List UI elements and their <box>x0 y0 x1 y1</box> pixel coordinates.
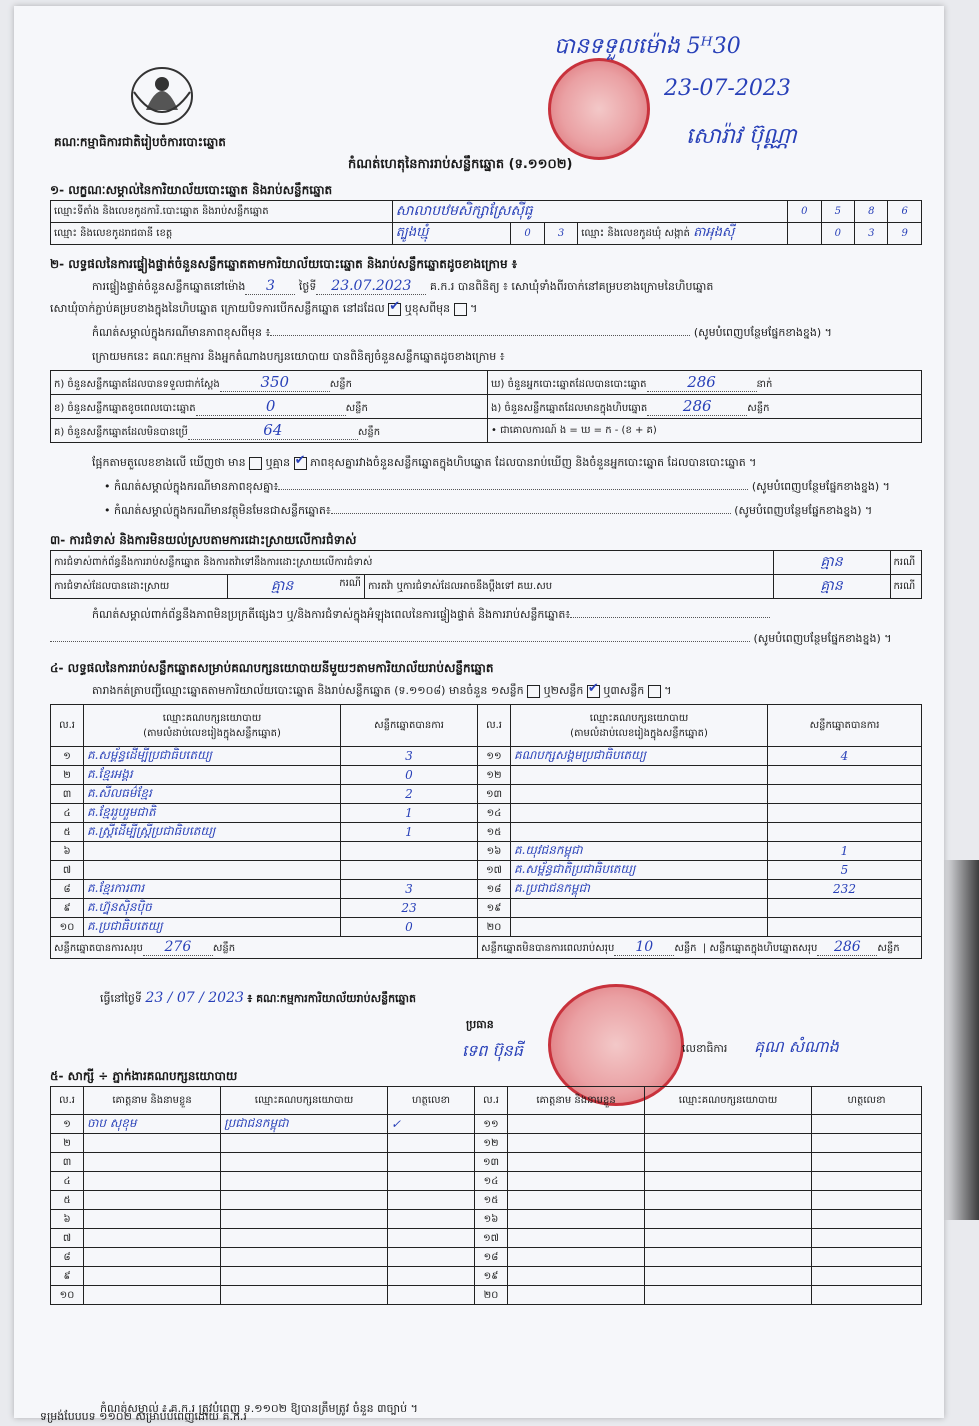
witness-no: ១៧ <box>475 1229 508 1248</box>
witness-party <box>645 1267 812 1286</box>
witness-signature <box>812 1153 922 1172</box>
province-value: ត្បូងឃ្មុំ <box>392 223 511 245</box>
witness-signature <box>812 1248 922 1267</box>
party-name <box>84 842 341 861</box>
witness-name <box>508 1229 645 1248</box>
verify-line-2: សោឃុំចាក់ភ្ជាប់គម្របខាងក្នុងនៃហិបឆ្នោត ក្រោយបិទការបើកសន្លឹកឆ្នោត នៅដដែល ✔ ឬខុសពីមុន ។ <box>50 302 477 318</box>
witness-no: ១២ <box>475 1134 508 1153</box>
total-in-box: 286 <box>817 939 877 956</box>
witness-name <box>508 1115 645 1134</box>
footer-note: កំណត់សម្គាល់ ៖ គ.ក.រ ត្រូវបំពេញ ទ.១១០២ ឱ្យបានត្រឹមត្រូវ ចំនួន ៣ច្បាប់ ។ <box>100 1402 418 1415</box>
resolved-value: គ្មាន <box>271 578 294 594</box>
changed-checkbox[interactable] <box>454 303 467 316</box>
party-votes: 4 <box>768 747 922 766</box>
party-name: គ.ខ្មែរអង្គរ <box>84 766 341 785</box>
objection-case: ករណី <box>890 551 921 575</box>
witness-no: ១៥ <box>475 1191 508 1210</box>
party-votes: 1 <box>768 842 922 861</box>
party-result-row <box>51 785 922 804</box>
party-no: ៦ <box>51 842 84 861</box>
commune-code-3: 9 <box>888 223 922 245</box>
red-seal-stamp <box>548 58 650 160</box>
witness-row <box>51 1229 922 1248</box>
note-changed: កំណត់សម្គាល់ក្នុងករណីមានភាពខុសពីមុន ៖ (សូមបំពេញបន្ថែមផ្នែកខាងខ្នង) ។ <box>92 326 832 339</box>
w-col-sign-right: ហត្ថលេខា <box>812 1087 922 1115</box>
party-votes: 5 <box>768 861 922 880</box>
received-ballots: 350 <box>220 373 330 392</box>
party-name <box>511 823 768 842</box>
witness-no: ១ <box>51 1115 84 1134</box>
witness-name <box>84 1286 221 1305</box>
witness-signature <box>388 1191 475 1210</box>
party-no: ៤ <box>51 804 84 823</box>
irregularity-note: កំណត់សម្គាល់ពាក់ព័ន្ធនឹងភាពមិនប្រក្រតីផ្សេងៗ ឬ/និងការជំទាស់ក្នុងអំឡុងពេលនៃការផ្ទៀងផ្ទាត់ និងការរាប់សន្លឹកឆ្នោត៖ <box>92 608 770 624</box>
party-result-row <box>51 861 922 880</box>
nec-emblem-icon <box>126 62 198 128</box>
party-no: ៥ <box>51 823 84 842</box>
party-name: គ.សម្ព័ន្ធជាតិប្រជាធិបតេយ្យ <box>511 861 768 880</box>
totals-row: សន្លឹកឆ្នោតបានការសរុប 276 សន្លឹក សន្លឹកឆ្នោតមិនបានការពេលរាប់សរុប 10 សន្លឹក | សន្លឹកឆ្នោតក្នុងហិបឆ្នោតសរុប 286 សន្លឹក <box>51 937 922 959</box>
witness-row <box>51 1210 922 1229</box>
party-no: ២០ <box>478 918 511 937</box>
party-votes: 23 <box>341 899 478 918</box>
witness-name <box>84 1229 221 1248</box>
commune-code-blank <box>788 223 821 245</box>
party-no: ១៩ <box>478 899 511 918</box>
objection-table: ការជំទាស់ពាក់ព័ន្ធនឹងការរាប់សន្លឹកឆ្នោត និងការតវ៉ាទៅនឹងការដោះស្រាយលើការជំទាស់ គ្មាន ករណី ការជំទាស់ដែលបានដោះស្រាយ គ្មាន ករណី ការតវ៉ា ឬការជំទាស់ដែលអាចនឹងប្តឹងទៅ គឃ.សប គ្មាន ករណី <box>50 550 922 599</box>
party-name: គ.ស្ត្រីដើម្បីស្ត្រីប្រជាធិបតេយ្យ <box>84 823 341 842</box>
section3-heading: ៣- ការជំទាស់ និងការមិនយល់ស្របតាមការដោះស្រាយលើការជំទាស់ <box>50 533 357 547</box>
party-result-row <box>51 918 922 937</box>
province-code-1: 0 <box>511 223 544 245</box>
witness-party <box>645 1286 812 1305</box>
witness-party <box>221 1286 388 1305</box>
party-votes <box>768 823 922 842</box>
witness-party <box>221 1191 388 1210</box>
party-no: ១៥ <box>478 823 511 842</box>
secretary-label: លេខាធិការ <box>682 1042 728 1055</box>
section1-table <box>50 200 922 245</box>
party-no: ៧ <box>51 861 84 880</box>
commune-code-2: 3 <box>855 223 888 245</box>
objection-label: ការជំទាស់ពាក់ព័ន្ធនឹងការរាប់សន្លឹកឆ្នោត និងការតវ៉ាទៅនឹងការដោះស្រាយលើការជំទាស់ <box>51 551 774 575</box>
total-invalid: 10 <box>614 939 674 956</box>
witness-signature <box>812 1286 922 1305</box>
party-name: គ.ប្រជាជនកម្ពុជា <box>511 880 768 899</box>
witness-party <box>221 1210 388 1229</box>
three-sheets-checkbox[interactable] <box>648 685 661 698</box>
witness-party <box>221 1229 388 1248</box>
witness-signature <box>812 1134 922 1153</box>
commune-value: តាអុងស៊ី <box>693 225 735 240</box>
party-name: គ.ហ្វ៊ុនស៊ិនប៉ិច <box>84 899 341 918</box>
witness-no: ១០ <box>51 1286 84 1305</box>
party-name: គ.សម្ព័ន្ធដើម្បីប្រជាធិបតេយ្យ <box>84 747 341 766</box>
witness-name <box>84 1172 221 1191</box>
witness-no: ១៣ <box>475 1153 508 1172</box>
unchanged-checkbox[interactable] <box>388 303 401 316</box>
party-result-row <box>51 804 922 823</box>
secretary-signature: គុណ សំណាង <box>754 1037 839 1056</box>
edge-shadow <box>943 860 979 1220</box>
witness-party <box>645 1229 812 1248</box>
w-col-name-left: គោត្តនាម និងនាមខ្លួន <box>84 1087 221 1115</box>
party-no: ១៤ <box>478 804 511 823</box>
section4-heading: ៤- លទ្ធផលនៃការរាប់សន្លឹកឆ្នោតសម្រាប់គណបក្សនយោបាយនីមួយៗតាមការិយាល័យរាប់សន្លឹកឆ្នោត <box>50 661 494 675</box>
witness-signature <box>812 1115 922 1134</box>
count-row-b: ខ) ចំនួនសន្លឹកឆ្នោតខូចពេលបោះឆ្នោត 0 សន្លឹក ង) ចំនួនសន្លឹកឆ្នោតដែលមានក្នុងហិបឆ្នោត 286 សន្លឹក <box>51 395 922 419</box>
party-votes <box>768 804 922 823</box>
witness-party <box>221 1267 388 1286</box>
party-votes: 3 <box>341 747 478 766</box>
party-name <box>511 918 768 937</box>
witness-no: ២០ <box>475 1286 508 1305</box>
witness-signature: ✓ <box>388 1115 475 1134</box>
one-sheet-checkbox[interactable] <box>527 685 540 698</box>
appeal-case: ករណី <box>890 575 921 599</box>
location-code-1: 0 <box>788 201 821 223</box>
w-col-no-right: ល.រ <box>475 1087 508 1115</box>
match-line: ផ្អែកតាមតួលេខខាងលើ ឃើញថា មាន ឬគ្មាន ✔ ភាពខុសគ្នារវាងចំនួនសន្លឹកឆ្នោតក្នុងហិបឆ្នោត ដែលបានរាប់ឃើញ និងចំនួនអ្នកបោះឆ្នោត ដែលបានបោះឆ្នោត ។ <box>92 456 756 472</box>
chair-label: ប្រធាន <box>466 1018 494 1031</box>
party-name: គ.ប្រជាធិបតេយ្យ <box>84 918 341 937</box>
witness-signature <box>812 1267 922 1286</box>
witness-name <box>508 1210 645 1229</box>
witness-no: ១៨ <box>475 1248 508 1267</box>
witness-row <box>51 1153 922 1172</box>
witness-no: ១៦ <box>475 1210 508 1229</box>
party-votes <box>768 918 922 937</box>
witness-row <box>51 1134 922 1153</box>
witness-no: ១៤ <box>475 1172 508 1191</box>
party-votes <box>768 785 922 804</box>
objection-value: គ្មាន <box>773 551 890 575</box>
tally-sheet-count: តារាងកត់ត្រាបញ្ជីឈ្មោះឆ្នោតតាមការិយាល័យបោះឆ្នោត និងរាប់សន្លឹកឆ្នោត (ទ.១១០៨) មានចំនួន ១សន្លឹក ឬ២សន្លឹក ✔ ឬ៣សន្លឹក ។ <box>92 684 671 700</box>
witness-row <box>51 1267 922 1286</box>
witness-row <box>51 1172 922 1191</box>
witness-party <box>645 1115 812 1134</box>
party-votes: 2 <box>341 785 478 804</box>
party-votes: 1 <box>341 823 478 842</box>
org-name: គណៈកម្មាធិការជាតិរៀបចំការបោះឆ្នោត <box>54 135 226 149</box>
ballots-in-box: 286 <box>647 397 747 416</box>
witness-name: ចាប សុខុម <box>84 1115 221 1134</box>
party-no: ១៨ <box>478 880 511 899</box>
province-code-2: 3 <box>544 223 577 245</box>
party-no: ២ <box>51 766 84 785</box>
witness-no: ៧ <box>51 1229 84 1248</box>
party-votes <box>768 766 922 785</box>
party-votes: 0 <box>341 918 478 937</box>
section1-heading: ១- លក្ខណៈសម្គាល់នៃការិយាល័យបោះឆ្នោត និងរាប់សន្លឹកឆ្នោត <box>50 183 333 197</box>
witness-signature <box>388 1229 475 1248</box>
witness-party <box>645 1134 812 1153</box>
witness-name <box>508 1134 645 1153</box>
two-sheets-checkbox[interactable] <box>587 685 600 698</box>
party-name <box>511 766 768 785</box>
party-votes <box>341 842 478 861</box>
witness-signature <box>388 1210 475 1229</box>
witness-signature <box>812 1172 922 1191</box>
party-no: ១៣ <box>478 785 511 804</box>
witness-signature <box>812 1191 922 1210</box>
location-code-2: 5 <box>821 201 854 223</box>
witness-signature <box>388 1172 475 1191</box>
witness-signature <box>812 1229 922 1248</box>
irregularity-note-line2: (សូមបំពេញបន្ថែមផ្នែកខាងខ្នង) ។ <box>50 632 892 648</box>
formula: • ជាគោលការណ៍ ង = ឃ = ក - (ខ + គ) <box>488 419 922 443</box>
party-result-row <box>51 899 922 918</box>
witness-no: ៨ <box>51 1248 84 1267</box>
party-name <box>511 899 768 918</box>
footer-form: ទម្រង់បែបបទ ១១០២ សម្រាប់បំពេញដោយ គ.ក.រ <box>40 1410 247 1423</box>
witness-no: ៥ <box>51 1191 84 1210</box>
w-col-sign-left: ហត្ថលេខា <box>388 1087 475 1115</box>
witness-name <box>508 1191 645 1210</box>
col-no-left: ល.រ <box>51 705 84 747</box>
witness-name <box>84 1248 221 1267</box>
party-votes <box>341 861 478 880</box>
witness-party <box>645 1172 812 1191</box>
count-row-a: ក) ចំនួនសន្លឹកឆ្នោតដែលបានទទួលជាក់ស្តែង 350 សន្លឹក ឃ) ចំនួនអ្នកបោះឆ្នោតដែលបានបោះឆ្នោត 286 នាក់ <box>51 371 922 395</box>
receiver-name: សោរ៉ាវ ប៊ុណ្ណា <box>686 124 797 149</box>
witness-row <box>51 1286 922 1305</box>
party-votes <box>768 899 922 918</box>
document-page <box>14 6 944 1418</box>
party-votes: 1 <box>341 804 478 823</box>
voters-count: 286 <box>647 373 757 392</box>
witness-party <box>221 1134 388 1153</box>
section2-intro: ក្រោយមកនេះ គណៈកម្មការ និងអ្នកតំណាងបក្សនយោបាយ បានពិនិត្យចំនួនសន្លឹកឆ្នោតដូចខាងក្រោម ៖ <box>92 350 505 363</box>
witness-party <box>645 1153 812 1172</box>
party-no: ១៦ <box>478 842 511 861</box>
witness-table <box>50 1086 922 1305</box>
witness-no: ៣ <box>51 1153 84 1172</box>
party-name: គ.ខ្មែរការពារ <box>84 880 341 899</box>
party-votes: 0 <box>341 766 478 785</box>
w-col-no-left: ល.រ <box>51 1087 84 1115</box>
party-no: ១ <box>51 747 84 766</box>
witness-name <box>508 1153 645 1172</box>
party-no: ៩ <box>51 899 84 918</box>
party-name: គ.សីលធម៌ខ្មែរ <box>84 785 341 804</box>
diff-no-checkbox[interactable] <box>294 457 307 470</box>
witness-party <box>645 1248 812 1267</box>
ballot-count-table <box>50 370 922 443</box>
party-no: ១១ <box>478 747 511 766</box>
note-foreign: • កំណត់សម្គាល់ក្នុងករណីមានវត្ថុមិនមែនជាសន្លឹកឆ្នោត៖ (សូមបំពេញបន្ថែមផ្នែកខាងខ្នង) ។ <box>104 504 873 517</box>
party-name <box>511 785 768 804</box>
party-no: ១០ <box>51 918 84 937</box>
party-name <box>84 861 341 880</box>
note-diff: • កំណត់សម្គាល់ក្នុងករណីមានភាពខុសគ្នា៖ (សូមបំពេញបន្ថែមផ្នែកខាងខ្នង) ។ <box>104 480 890 493</box>
w-col-party-right: ឈ្មោះគណបក្សនយោបាយ <box>645 1087 812 1115</box>
witness-row <box>51 1191 922 1210</box>
witness-party <box>221 1172 388 1191</box>
col-votes-left: សន្លឹកឆ្នោតបានការ <box>341 705 478 747</box>
witness-no: ៦ <box>51 1210 84 1229</box>
witness-party <box>645 1210 812 1229</box>
witness-party <box>221 1248 388 1267</box>
witness-name <box>508 1248 645 1267</box>
witness-row <box>51 1248 922 1267</box>
party-name: គណបក្សសង្គមប្រជាធិបតេយ្យ <box>511 747 768 766</box>
witness-no: ១៩ <box>475 1267 508 1286</box>
party-votes: 3 <box>341 880 478 899</box>
witness-name <box>84 1191 221 1210</box>
location-code-3: 8 <box>855 201 888 223</box>
made-date: 23 / 07 / 2023 <box>145 990 244 1006</box>
spoiled-ballots: 0 <box>196 397 346 416</box>
witness-no: ៩ <box>51 1267 84 1286</box>
province-label: ឈ្មោះ និងលេខកូដរាជធានី ខេត្ត <box>51 223 393 245</box>
col-party-right: ឈ្មោះគណបក្សនយោបាយ (តាមលំដាប់លេខរៀងក្នុងសន្លឹកឆ្នោត) <box>511 705 768 747</box>
witness-party: ប្រជាជនកម្ពុជា <box>221 1115 388 1134</box>
total-valid: 276 <box>143 939 213 956</box>
party-no: ១៧ <box>478 861 511 880</box>
chair-signature: ទេព ប៊ុនធី <box>462 1041 523 1060</box>
location-label: ឈ្មោះទីតាំង និងលេខកូដការិ.បោះឆ្នោត និងរាប់សន្លឹកឆ្នោត <box>51 201 393 223</box>
party-no: ៣ <box>51 785 84 804</box>
witness-signature <box>388 1153 475 1172</box>
witness-row <box>51 1115 922 1134</box>
witness-no: ១១ <box>475 1115 508 1134</box>
party-result-row <box>51 766 922 785</box>
witness-name <box>508 1267 645 1286</box>
made-on-line: ធ្វើនៅថ្ងៃទី 23 / 07 / 2023 ៖ គណៈកម្មការការិយាល័យរាប់សន្លឹកឆ្នោត <box>100 990 416 1006</box>
witness-name <box>508 1172 645 1191</box>
witness-no: ២ <box>51 1134 84 1153</box>
unused-ballots: 64 <box>188 421 358 440</box>
receipt-date: 23-07-2023 <box>664 76 791 101</box>
witness-name <box>84 1153 221 1172</box>
party-result-row <box>51 880 922 899</box>
witness-signature <box>388 1248 475 1267</box>
diff-yes-checkbox[interactable] <box>249 457 262 470</box>
section2-heading: ២- លទ្ធផលនៃការផ្ទៀងផ្ទាត់ចំនួនសន្លឹកឆ្នោតតាមការិយាល័យបោះឆ្នោត និងរាប់សន្លឹកឆ្នោតដូចខាងក្រោម ៖ <box>50 257 518 271</box>
section5-heading: ៥- សាក្សី ÷ ភ្នាក់ងារគណបក្សនយោបាយ <box>50 1069 238 1083</box>
party-name <box>511 804 768 823</box>
witness-signature <box>812 1210 922 1229</box>
col-no-right: ល.រ <box>478 705 511 747</box>
witness-no: ៤ <box>51 1172 84 1191</box>
party-name: គ.យុវជនកម្ពុជា <box>511 842 768 861</box>
resolved-label: ការជំទាស់ដែលបានដោះស្រាយ <box>51 575 228 599</box>
verify-line-1: ការផ្ទៀងផ្ទាត់ចំនួនសន្លឹកឆ្នោតនៅម៉ោង 3 ថ្ងៃទី 23.07.2023 គ.ក.រ បានពិនិត្យ ៖ សោឃុំទាំងពីរចាក់នៅគម្របខាងក្រោមនៃហិបឆ្នោត <box>92 278 714 294</box>
commune-code-1: 0 <box>821 223 854 245</box>
witness-name <box>84 1210 221 1229</box>
party-no: ៨ <box>51 880 84 899</box>
party-result-row <box>51 842 922 861</box>
commune-label: ឈ្មោះ និងលេខកូដឃុំ សង្កាត់ តាអុងស៊ី <box>578 223 788 245</box>
witness-name <box>84 1134 221 1153</box>
witness-signature <box>388 1286 475 1305</box>
location-code-4: 6 <box>888 201 922 223</box>
appeal-label: ការតវ៉ា ឬការជំទាស់ដែលអាចនឹងប្តឹងទៅ គឃ.សប <box>365 575 774 599</box>
location-value: សាលាបឋមសិក្សាស្រែស៊ីធូ <box>392 201 787 223</box>
appeal-value: គ្មាន <box>773 575 890 599</box>
form-title: កំណត់ហេតុនៃការរាប់សន្លឹកឆ្នោត (ទ.១១០២) <box>348 157 573 172</box>
count-row-c: គ) ចំនួនសន្លឹកឆ្នោតដែលមិនបានប្រើ 64 សន្លឹក • ជាគោលការណ៍ ង = ឃ = ក - (ខ + គ) <box>51 419 922 443</box>
witness-party <box>221 1153 388 1172</box>
party-no: ១២ <box>478 766 511 785</box>
w-col-name-right: គោត្តនាម និងនាមខ្លួន <box>508 1087 645 1115</box>
witness-signature <box>388 1134 475 1153</box>
witness-name <box>508 1286 645 1305</box>
witness-party <box>645 1191 812 1210</box>
verify-hour: 3 <box>245 278 295 295</box>
col-party-left: ឈ្មោះគណបក្សនយោបាយ (តាមលំដាប់លេខរៀងក្នុងសន្លឹកឆ្នោត) <box>84 705 341 747</box>
witness-name <box>84 1267 221 1286</box>
party-results-table <box>50 704 922 959</box>
witness-signature <box>388 1267 475 1286</box>
party-name: គ.ខ្មែររួបរួមជាតិ <box>84 804 341 823</box>
party-result-row <box>51 823 922 842</box>
party-result-row <box>51 747 922 766</box>
receipt-note: បានទទួលម៉ោង 5ᴴ30 <box>554 34 741 59</box>
party-votes: 232 <box>768 880 922 899</box>
w-col-party-left: ឈ្មោះគណបក្សនយោបាយ <box>221 1087 388 1115</box>
col-votes-right: សន្លឹកឆ្នោតបានការ <box>768 705 922 747</box>
verify-date: 23.07.2023 <box>316 278 426 295</box>
